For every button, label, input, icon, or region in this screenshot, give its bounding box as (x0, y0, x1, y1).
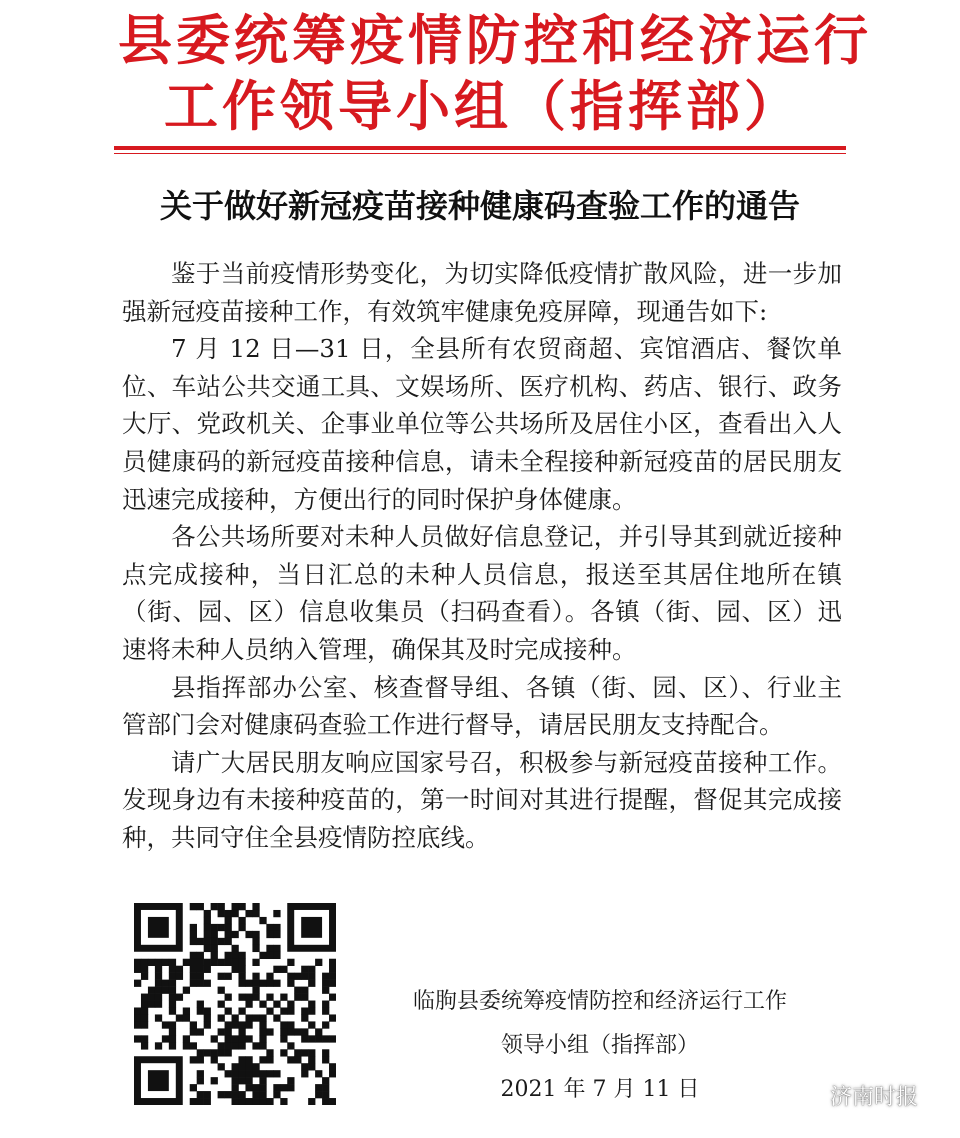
paragraph: 请广大居民朋友响应国家号召，积极参与新冠疫苗接种工作。发现身边有未接种疫苗的，第一时间对其进行提醒，督促其完成接种，共同守住全县疫情防控底线。 (122, 747, 842, 852)
signature-line-1: 临朐县委统筹疫情防控和经济运行工作 (412, 989, 787, 1014)
header-line-1: 县委统筹疫情防控和经济运行 (118, 9, 872, 72)
wechat-icon (790, 1080, 824, 1110)
paragraph: 县指挥部办公室、核查督导组、各镇（街、园、区）、行业主管部门会对健康码查验工作进行督导，请居民朋友支持配合。 (122, 672, 842, 740)
header-divider-thick (114, 146, 846, 150)
signature-block (360, 980, 840, 1112)
paragraph: 各公共场所要对未种人员做好信息登记，并引导其到就近接种点完成接种，当日汇总的未种人员信息，报送至其居住地所在镇（街、园、区）信息收集员（扫码查看）。各镇（街、园、区）迅速将未种人员纳入管理，确保其及时完成接种。 (122, 522, 842, 664)
header-line-2: 工作领导小组（指挥部） (164, 75, 802, 138)
paragraph: 7 月 12 日—31 日，全县所有农贸商超、宾馆酒店、餐饮单位、车站公共交通工具、文娱场所、医疗机构、药店、银行、政务大厅、党政机关、企事业单位等公共场所及居住小区，查看出入人员健康码的新冠疫苗接种信息，请未全程接种新冠疫苗的居民朋友迅速完成接种，方便出行的同时保护身体健康。 (122, 334, 842, 514)
header-divider-thin (114, 153, 846, 154)
notice-body (122, 255, 842, 857)
watermark-text: 济南时报 (830, 1084, 919, 1110)
document-title: 关于做好新冠疫苗接种健康码查验工作的通告 (159, 187, 800, 225)
signature-date: 2021 年 7 月 11 日 (500, 1077, 700, 1102)
source-watermark (790, 1077, 918, 1113)
qr-code-icon (134, 903, 336, 1105)
issuing-authority-header (118, 8, 872, 140)
qr-code[interactable] (134, 903, 336, 1105)
signature-line-2: 领导小组（指挥部） (500, 1033, 699, 1058)
paragraph: 鉴于当前疫情形势变化，为切实降低疫情扩散风险，进一步加强新冠疫苗接种工作，有效筑牢健康免疫屏障，现通告如下: (122, 259, 842, 326)
